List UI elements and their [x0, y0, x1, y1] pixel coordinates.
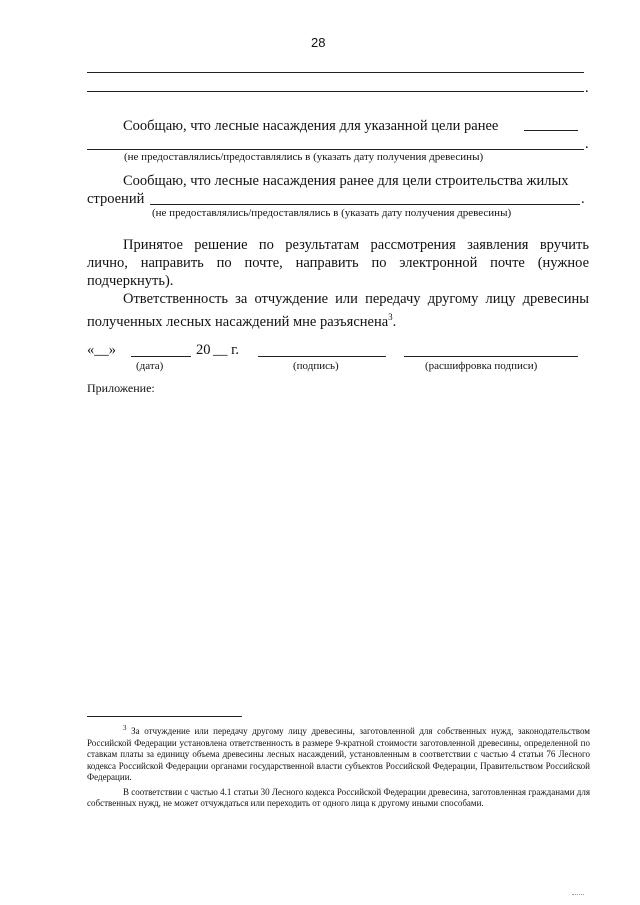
para2-hint: (не предоставлялись/предоставлялись в (указать дату получения древесины)	[152, 207, 512, 219]
footnote-para-1	[87, 723, 590, 784]
footnote-ref: 3	[388, 312, 393, 322]
decision-line2: лично, направить по почте, направить по электронной почте (нужное	[87, 255, 589, 271]
signature-blank	[258, 356, 386, 357]
para1-blank-long	[87, 149, 584, 150]
footnote-block	[87, 723, 590, 810]
para2-line2: строений	[87, 191, 145, 207]
blank-line-period: .	[585, 80, 589, 96]
para1-period: .	[585, 136, 589, 152]
footnote-text-1: За отчуждение или передачу другому лицу древесины, заготовленной для собственных нужд, законодательством Российской Федерации установлена ответственность в размере 9-кратной стоимости заготовленной древесины, определенной по ставкам платы за единицу объема древесины лесных насаждений, установленным в соответствии с частью 4 статьи 76 Лесного кодекса Российской Федерации органами государственной власти субъектов Российской Федерации, Правительством Российской Федерации.	[87, 726, 591, 782]
footnote-para-2	[87, 787, 590, 810]
responsibility-period: .	[392, 313, 397, 330]
corner-mark	[572, 894, 584, 898]
date-label: (дата)	[136, 360, 164, 372]
page-number: 28	[311, 35, 326, 50]
year-prefix: 20	[196, 342, 211, 358]
responsibility-line2	[87, 308, 396, 331]
para2-line1: Сообщаю, что лесные насаждения ранее для цели строительства жилых	[123, 173, 569, 189]
footnote-text-2: В соответствии с частью 4.1 статьи 30 Лесного кодекса Российской Федерации древесина, заготовленная гражданами для собственных нужд, не может отчуждаться или переходить от одного лица к другому иными способами.	[87, 786, 590, 808]
responsibility-line1: Ответственность за отчуждение или передачу другому лицу древесины	[123, 291, 589, 307]
para1-blank-short	[524, 130, 578, 131]
decode-blank	[404, 356, 578, 357]
attachment-label: Приложение:	[87, 381, 155, 395]
date-prefix: «__»	[87, 342, 116, 358]
decision-line1: Принятое решение по результатам рассмотрения заявления вручить	[123, 237, 589, 253]
responsibility-line2-text: полученных лесных насаждений мне разъяснена	[87, 313, 389, 330]
year-suffix: __ г.	[213, 342, 240, 358]
date-blank	[131, 356, 191, 357]
signature-label: (подпись)	[293, 360, 339, 372]
para1-hint: (не предоставлялись/предоставлялись в (указать дату получения древесины)	[124, 151, 484, 163]
para1-text: Сообщаю, что лесные насаждения для указанной цели ранее	[123, 118, 499, 134]
para2-blank	[150, 204, 580, 205]
blank-line-1	[87, 72, 584, 73]
decode-label: (расшифровка подписи)	[425, 360, 538, 372]
decision-line3: подчеркнуть).	[87, 273, 174, 289]
footnote-separator	[87, 716, 242, 717]
footnote-mark: 3	[123, 724, 127, 732]
para2-period: .	[581, 191, 585, 207]
blank-line-2	[87, 91, 584, 92]
